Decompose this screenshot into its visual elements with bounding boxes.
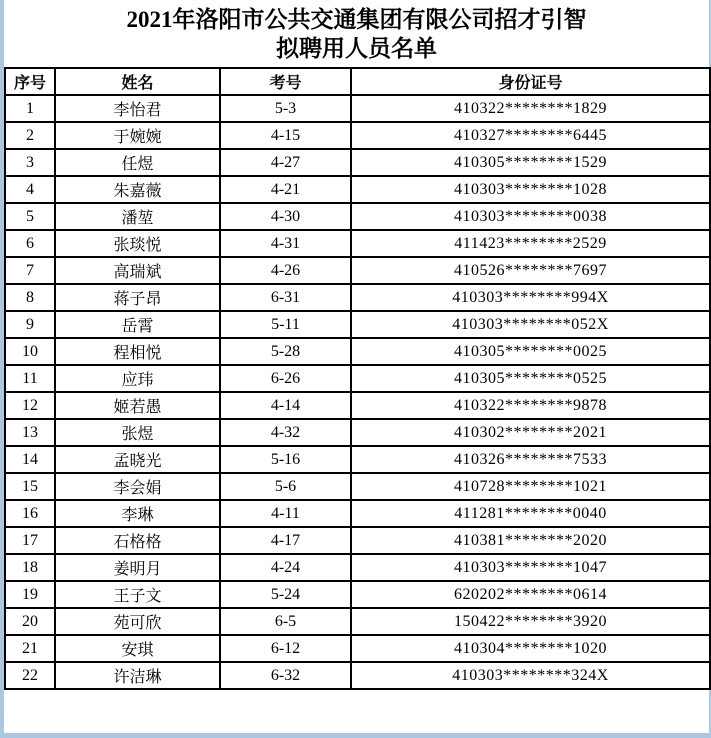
cell-exam-number: 6-12 [220,635,351,662]
cell-id-number: 410305********0525 [351,365,710,392]
table-row [5,662,710,689]
table-row [5,419,710,446]
cell-name: 安琪 [55,635,220,662]
cell-serial-number: 5 [5,203,55,230]
cell-id-number: 410303********052X [351,311,710,338]
cell-id-number: 620202********0614 [351,581,710,608]
table-row [5,392,710,419]
table-row [5,257,710,284]
cell-name: 李怡君 [55,95,220,122]
cell-serial-number: 19 [5,581,55,608]
cell-exam-number: 4-30 [220,203,351,230]
header-row [5,68,710,95]
cell-name: 李会娟 [55,473,220,500]
cell-name: 任煜 [55,149,220,176]
cell-serial-number: 3 [5,149,55,176]
table-row [5,338,710,365]
cell-exam-number: 4-11 [220,500,351,527]
table-row [5,446,710,473]
cell-name: 李琳 [55,500,220,527]
table-row [5,635,710,662]
cell-serial-number: 16 [5,500,55,527]
cell-serial-number: 15 [5,473,55,500]
cell-id-number: 410303********324X [351,662,710,689]
cell-id-number: 410303********1047 [351,554,710,581]
cell-serial-number: 14 [5,446,55,473]
cell-id-number: 410728********1021 [351,473,710,500]
cell-name: 蒋子昂 [55,284,220,311]
cell-id-number: 410327********6445 [351,122,710,149]
cell-id-number: 410303********0038 [351,203,710,230]
table-row [5,527,710,554]
table-row [5,608,710,635]
cell-name: 岳霄 [55,311,220,338]
cell-name: 程相悦 [55,338,220,365]
cell-id-number: 410322********1829 [351,95,710,122]
cell-serial-number: 20 [5,608,55,635]
cell-serial-number: 17 [5,527,55,554]
cell-id-number: 410305********1529 [351,149,710,176]
table-row [5,365,710,392]
cell-id-number: 410303********994X [351,284,710,311]
header-exam-number: 考号 [220,68,351,95]
page-title-line2: 拟聘用人员名单 [276,36,437,61]
table-row [5,581,710,608]
cell-exam-number: 6-32 [220,662,351,689]
cell-name: 石格格 [55,527,220,554]
cell-id-number: 410326********7533 [351,446,710,473]
page-title-line1: 2021年洛阳市公共交通集团有限公司招才引智 [126,7,587,32]
cell-serial-number: 18 [5,554,55,581]
cell-exam-number: 6-5 [220,608,351,635]
cell-exam-number: 5-16 [220,446,351,473]
cell-id-number: 410302********2021 [351,419,710,446]
cell-id-number: 410526********7697 [351,257,710,284]
cell-serial-number: 22 [5,662,55,689]
cell-name: 孟晓光 [55,446,220,473]
cell-exam-number: 4-32 [220,419,351,446]
cell-id-number: 410304********1020 [351,635,710,662]
cell-serial-number: 9 [5,311,55,338]
cell-serial-number: 7 [5,257,55,284]
cell-name: 苑可欣 [55,608,220,635]
cell-serial-number: 13 [5,419,55,446]
table-row [5,311,710,338]
cell-name: 许洁琳 [55,662,220,689]
cell-serial-number: 1 [5,95,55,122]
cell-exam-number: 4-14 [220,392,351,419]
cell-exam-number: 5-3 [220,95,351,122]
cell-id-number: 410322********9878 [351,392,710,419]
header-serial-number: 序号 [5,68,55,95]
table-row [5,554,710,581]
cell-exam-number: 4-24 [220,554,351,581]
cell-exam-number: 4-15 [220,122,351,149]
header-name: 姓名 [55,68,220,95]
cell-exam-number: 4-31 [220,230,351,257]
cell-serial-number: 10 [5,338,55,365]
header-id-number: 身份证号 [351,68,710,95]
cell-id-number: 150422********3920 [351,608,710,635]
table-row [5,95,710,122]
table-row [5,122,710,149]
cell-exam-number: 4-26 [220,257,351,284]
roster-table [4,67,711,690]
cell-id-number: 410381********2020 [351,527,710,554]
cell-serial-number: 12 [5,392,55,419]
cell-exam-number: 5-28 [220,338,351,365]
cell-exam-number: 5-6 [220,473,351,500]
cell-name: 姬若愚 [55,392,220,419]
cell-name: 王子文 [55,581,220,608]
cell-exam-number: 4-21 [220,176,351,203]
cell-id-number: 410303********1028 [351,176,710,203]
cell-name: 高瑞斌 [55,257,220,284]
cell-name: 于婉婉 [55,122,220,149]
cell-serial-number: 2 [5,122,55,149]
worksheet-area [4,0,709,733]
cell-name: 朱嘉薇 [55,176,220,203]
cell-exam-number: 5-24 [220,581,351,608]
cell-exam-number: 6-31 [220,284,351,311]
cell-name: 应玮 [55,365,220,392]
cell-id-number: 410305********0025 [351,338,710,365]
cell-serial-number: 11 [5,365,55,392]
cell-exam-number: 4-27 [220,149,351,176]
cell-exam-number: 6-26 [220,365,351,392]
table-row [5,473,710,500]
cell-serial-number: 8 [5,284,55,311]
cell-id-number: 411423********2529 [351,230,710,257]
cell-id-number: 411281********0040 [351,500,710,527]
cell-name: 姜明月 [55,554,220,581]
table-row [5,176,710,203]
table-row [5,500,710,527]
cell-exam-number: 5-11 [220,311,351,338]
page-title [4,0,709,67]
cell-name: 张煜 [55,419,220,446]
cell-serial-number: 21 [5,635,55,662]
cell-serial-number: 6 [5,230,55,257]
table-row [5,284,710,311]
cell-name: 张琰悦 [55,230,220,257]
cell-name: 潘堃 [55,203,220,230]
table-row [5,203,710,230]
table-row [5,149,710,176]
cell-exam-number: 4-17 [220,527,351,554]
cell-serial-number: 4 [5,176,55,203]
table-row [5,230,710,257]
